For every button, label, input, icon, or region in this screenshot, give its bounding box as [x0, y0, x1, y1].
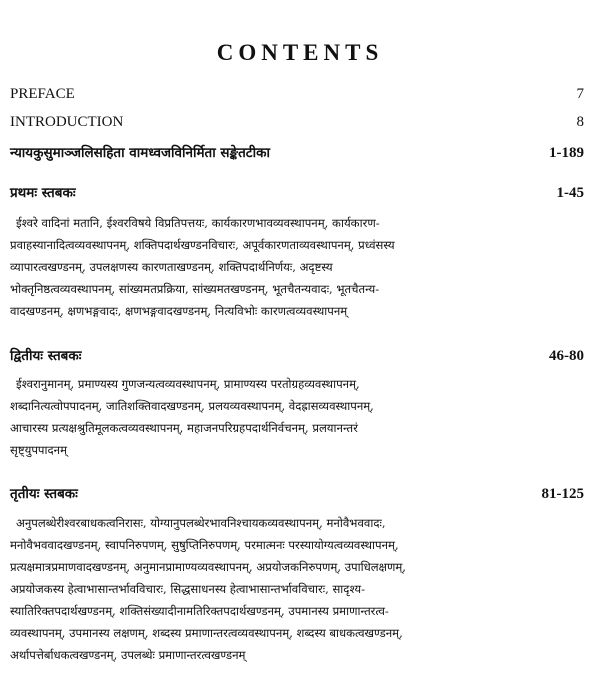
- toc-section-3-body: [10, 512, 588, 666]
- toc-entry-introduction: [10, 114, 584, 131]
- toc-section-line: प्रवाहस्यानादित्वव्यवस्थापनम्, शक्तिपदार्थखण्डनविचारः, अपूर्वकारणताव्यवस्थापनम्, प्रध्वंसस्य: [10, 238, 395, 252]
- toc-section-1-header: [10, 183, 584, 202]
- toc-entry-page: 7: [576, 86, 584, 102]
- toc-section-pages: 1-45: [556, 185, 584, 201]
- toc-section-line: अप्रयोजकस्य हेत्वाभासान्तर्भावविचारः, सिद्धसाधनस्य हेत्वाभासान्तर्भावविचारः, सादृश्य-: [10, 582, 366, 596]
- toc-section-title: द्वितीयः स्तबकः: [10, 348, 82, 364]
- toc-section-line: सृष्ट्युपपादनम्: [10, 443, 68, 457]
- toc-section-title: तृतीयः स्तबकः: [10, 486, 78, 502]
- page-title: CONTENTS: [216, 40, 384, 65]
- toc-section-pages: 81-125: [541, 486, 584, 502]
- toc-section-line: ईश्वरे वादिनां मतानि, ईश्वरविषये विप्रतिपत्तयः, कार्यकारणभावव्यवस्थापनम्, कार्यकारण-: [16, 216, 380, 230]
- toc-entry-page: 8: [576, 114, 584, 130]
- toc-section-line: अनुपलब्धेरीश्वरबाधकत्वनिरासः, योग्यानुपलब्धेरभावनिश्चायकव्यवस्थापनम्, मनोवैभववादः,: [16, 516, 386, 530]
- toc-main-entry: [10, 143, 584, 162]
- toc-main-entry-pages: 1-189: [549, 145, 584, 161]
- toc-section-line: आचारस्य प्रत्यक्षश्रुतिमूलकत्वव्यवस्थापनम्, महाजनपरिग्रहपदार्थनिर्वचनम्, प्रलयानन्तरं: [10, 421, 358, 435]
- toc-section-line: भोक्तृनिष्ठत्वव्यवस्थापनम्, सांख्यमतप्रक्रिया, सांख्यमतखण्डनम्, भूतचैतन्यवादः, भूतचैतन्य-: [10, 282, 380, 296]
- toc-section-2-body: [10, 373, 588, 461]
- toc-section-line: स्यातिरिक्तपदार्थखण्डनम्, शक्तिसंख्यादीनामतिरिक्तपदार्थखण्डनम्, उपमानस्य प्रमाणान्तरत्व-: [10, 604, 389, 618]
- toc-section-title: प्रथमः स्तबकः: [10, 185, 76, 201]
- toc-main-entry-label: न्यायकुसुमाञ्जलिसहिता वामध्वजविनिर्मिता सङ्केतटीका: [10, 145, 270, 161]
- toc-section-line: ईश्वरानुमानम्, प्रमाण्यस्य गुणजन्यत्वव्यवस्थापनम्, प्रामाण्यस्य परतोग्रहव्यवस्थापनम्,: [16, 377, 360, 391]
- toc-entry-preface: [10, 86, 584, 103]
- toc-entry-label: INTRODUCTION: [10, 114, 124, 130]
- toc-section-line: मनोवैभववादखण्डनम्, स्वापनिरुपणम्, सुषुप्तिनिरुपणम्, परमात्मनः परस्यायोग्यत्वव्यवस्थापनम्,: [10, 538, 399, 552]
- toc-section-3-header: [10, 484, 584, 503]
- toc-section-1-body: [10, 212, 588, 322]
- toc-section-line: व्यवस्थापनम्, उपमानस्य लक्षणम्, शब्दस्य प्रमाणान्तरत्वव्यवस्थापनम्, शब्दस्य बाधकत्वखण्डनम्,: [10, 626, 403, 640]
- toc-section-line: शब्दानित्यत्वोपपादनम्, जातिशक्तिवादखण्डनम्, प्रलयव्यवस्थापनम्, वेदह्रासव्यवस्थापनम्,: [10, 399, 374, 413]
- toc-section-line: वादखण्डनम्, क्षणभङ्गवादः, क्षणभङ्गवादखण्डनम्, नित्यविभोः कारणत्वव्यवस्थापनम्: [10, 304, 348, 318]
- toc-section-line: अर्थापत्तेर्बाधकत्वखण्डनम्, उपलब्धेः प्रमाणान्तरत्वखण्डनम्: [10, 648, 246, 662]
- toc-section-pages: 46-80: [549, 348, 584, 364]
- toc-entry-label: PREFACE: [10, 86, 75, 102]
- toc-section-line: व्यापारत्वखण्डनम्, उपलक्षणस्य कारणताखण्डनम्, शक्तिपदार्थनिर्णयः, अदृष्टस्य: [10, 260, 333, 274]
- toc-section-2-header: [10, 346, 584, 365]
- toc-section-line: प्रत्यक्षमात्रप्रमाणवादखण्डनम्, अनुमानप्रामाण्यव्यवस्थापनम्, अप्रयोजकनिरुपणम्, उपाधिलक्षणम्,: [10, 560, 406, 574]
